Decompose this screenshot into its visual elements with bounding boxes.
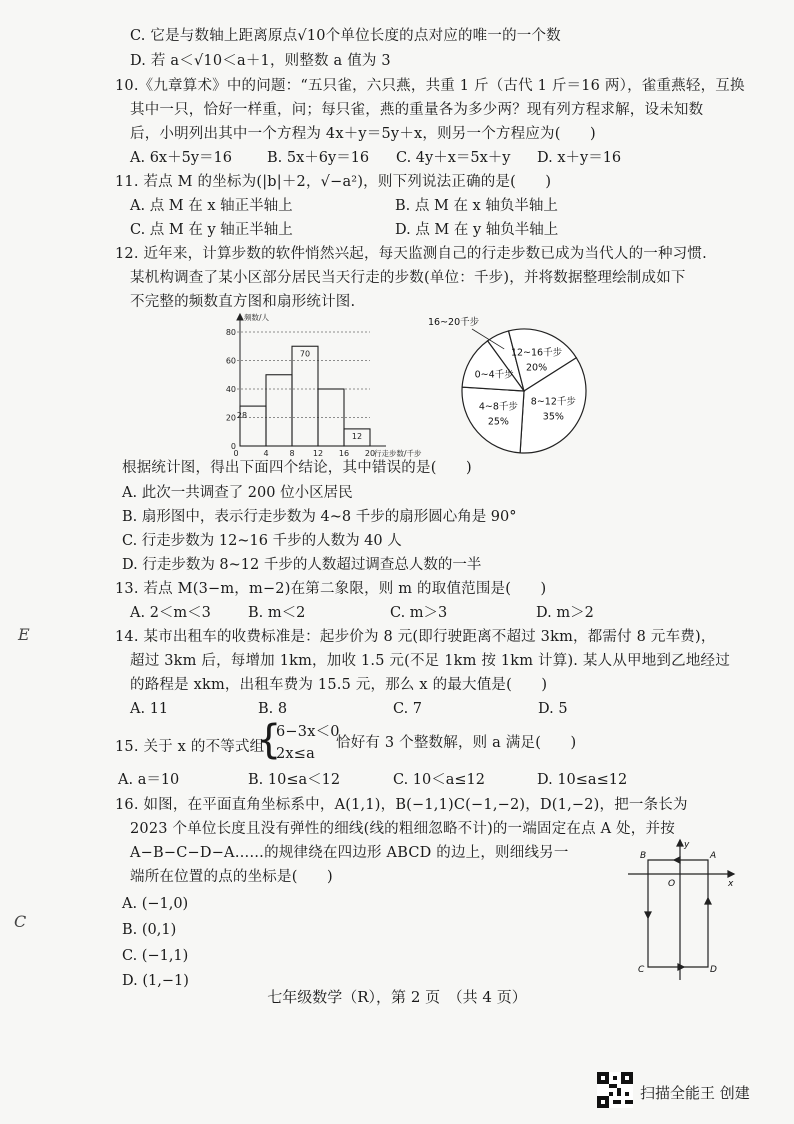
edge-mark-c: C bbox=[14, 912, 27, 931]
q9-option-d: D. 若 a＜√10＜a＋1，则整数 a 值为 3 bbox=[130, 53, 391, 69]
bar-value-label: 70 bbox=[299, 349, 311, 359]
edge-mark-e: E bbox=[18, 625, 30, 644]
x-tick-label: 12 bbox=[312, 449, 324, 458]
q15-option-c[interactable]: C. 10＜a≤12 bbox=[393, 772, 485, 788]
q10-option-d[interactable]: D. x＋y＝16 bbox=[537, 150, 622, 166]
x-tick-label: 4 bbox=[263, 449, 269, 458]
q16-option-b[interactable]: B. (0,1) bbox=[122, 922, 177, 938]
bar-value-label: 28 bbox=[236, 411, 248, 421]
arrow-bc bbox=[645, 912, 651, 918]
q12-option-d[interactable]: D. 行走步数为 8~12 千步的人数超过调查总人数的一半 bbox=[122, 557, 482, 573]
q16-option-a[interactable]: A. (−1,0) bbox=[122, 896, 189, 912]
q15-option-a[interactable]: A. a＝10 bbox=[118, 772, 180, 788]
q16-stem-3: A−B−C−D−A……的规律绕在四边形 ABCD 的边上，则细线另一 bbox=[130, 845, 569, 861]
q15-system-line2: 2x≤a bbox=[276, 746, 315, 762]
x-axis-label: 行走步数/千步 bbox=[374, 449, 422, 458]
q12-question: 根据统计图，得出下面四个结论，其中错误的是( ) bbox=[122, 460, 472, 476]
y-tick-label: 60 bbox=[225, 356, 236, 366]
q16-stem-2: 2023 个单位长度且没有弹性的细线(线的粗细忽略不计)的一端固定在点 A 处，并按 bbox=[130, 821, 675, 837]
arrow-ab bbox=[674, 857, 680, 863]
x-tick-label: 16 bbox=[338, 449, 350, 458]
q13-option-b[interactable]: B. m＜2 bbox=[248, 605, 306, 621]
x-tick-label: 0 bbox=[233, 449, 239, 458]
q14-option-b[interactable]: B. 8 bbox=[258, 701, 288, 717]
q14-stem-2: 超过 3km 后，每增加 1km，加收 1.5 元(不足 1km 按 1km 计算). 某人从甲地到乙地经过 bbox=[130, 653, 730, 669]
q10-stem-2: 其中一只，恰好一样重，问；每只雀，燕的重量各为多少两？现有列方程求解，设未知数 bbox=[130, 102, 704, 118]
q10-stem-3: 后，小明列出其中一个方程为 4x＋y＝5y＋x，则另一个方程应为( ) bbox=[130, 126, 596, 142]
q14-option-a[interactable]: A. 11 bbox=[130, 701, 169, 717]
y-axis-arrow bbox=[237, 314, 243, 320]
y-tick-label: 40 bbox=[225, 385, 236, 394]
q11-stem: 11. 若点 M 的坐标为(|b|＋2，√−a²)，则下列说法正确的是( ) bbox=[115, 174, 552, 190]
q10-option-a[interactable]: A. 6x＋5y＝16 bbox=[130, 150, 232, 166]
pie-percent-label: 25% bbox=[487, 416, 509, 428]
q13-option-c[interactable]: C. m＞3 bbox=[390, 605, 448, 621]
q12-option-b[interactable]: B. 扇形图中，表示行走步数为 4~8 千步的扇形圆心角是 90° bbox=[122, 509, 517, 525]
histogram-bar bbox=[266, 375, 292, 446]
q15-system-line1: 6−3x＜0 bbox=[276, 724, 340, 740]
q14-option-d[interactable]: D. 5 bbox=[538, 701, 568, 717]
q15-option-d[interactable]: D. 10≤a≤12 bbox=[537, 772, 628, 788]
q16-option-c[interactable]: C. (−1,1) bbox=[122, 948, 189, 964]
q15-brace: { bbox=[256, 717, 282, 763]
q13-stem: 13. 若点 M(3−m，m−2)在第二象限，则 m 的取值范围是( ) bbox=[115, 581, 547, 597]
pie-label: 4~8千步 bbox=[478, 401, 518, 413]
y-tick-label: 0 bbox=[230, 442, 236, 451]
scanner-brand: 扫描全能王 创建 bbox=[640, 1084, 750, 1102]
q11-option-b[interactable]: B. 点 M 在 x 轴负半轴上 bbox=[395, 198, 558, 214]
pie-percent-label: 35% bbox=[542, 411, 564, 423]
q14-option-c[interactable]: C. 7 bbox=[393, 701, 423, 717]
bar-value-label: 12 bbox=[351, 431, 363, 441]
pie-chart bbox=[420, 305, 620, 465]
label-a: A bbox=[710, 851, 717, 861]
arrow-cd bbox=[678, 964, 684, 970]
qr-code-icon bbox=[597, 1072, 633, 1108]
q14-stem-3: 的路程是 xkm，出租车费为 15.5 元，那么 x 的最大值是( ) bbox=[130, 677, 548, 693]
q11-option-d[interactable]: D. 点 M 在 y 轴负半轴上 bbox=[395, 222, 559, 238]
q12-stem-2: 某机构调查了某小区部分居民当天行走的步数(单位：千步)，并将数据整理绘制成如下 bbox=[130, 270, 686, 286]
q15-stem-post: 恰好有 3 个整数解，则 a 满足( ) bbox=[336, 735, 577, 751]
q12-stem-3: 不完整的频数直方图和扇形统计图. bbox=[130, 294, 356, 310]
q11-option-a[interactable]: A. 点 M 在 x 轴正半轴上 bbox=[130, 198, 293, 214]
q11-option-c[interactable]: C. 点 M 在 y 轴正半轴上 bbox=[130, 222, 293, 238]
q16-stem-4: 端所在位置的点的坐标是( ) bbox=[130, 869, 333, 885]
label-o: O bbox=[668, 879, 676, 889]
x-tick-label: 20 bbox=[364, 449, 376, 458]
y-axis-arrow bbox=[677, 840, 683, 846]
q16-option-d[interactable]: D. (1,−1) bbox=[122, 973, 189, 989]
pie-label: 12~16千步 bbox=[510, 347, 563, 359]
q13-option-a[interactable]: A. 2＜m＜3 bbox=[130, 605, 211, 621]
x-axis-arrow bbox=[728, 871, 734, 877]
q12-option-c[interactable]: C. 行走步数为 12~16 千步的人数为 40 人 bbox=[122, 533, 402, 549]
coordinate-figure bbox=[628, 838, 738, 980]
histogram-chart bbox=[212, 310, 422, 462]
q12-option-a[interactable]: A. 此次一共调查了 200 位小区居民 bbox=[122, 485, 353, 501]
q10-option-b[interactable]: B. 5x＋6y＝16 bbox=[267, 150, 370, 166]
x-tick-label: 8 bbox=[289, 449, 295, 458]
q16-stem-1: 16. 如图，在平面直角坐标系中，A(1,1)，B(−1,1)C(−1,−2)，D(1,−2)，把一条长为 bbox=[115, 797, 688, 813]
q12-stem-1: 12. 近年来，计算步数的软件悄然兴起，每天监测自己的行走步数已成为当代人的一种习惯. bbox=[115, 246, 707, 262]
q14-stem-1: 14. 某市出租车的收费标准是：起步价为 8 元(即行驶距离不超过 3km，都需付 8 元车费)， bbox=[115, 629, 716, 645]
q10-option-c[interactable]: C. 4y＋x＝5x＋y bbox=[396, 150, 511, 166]
label-y: y bbox=[684, 840, 690, 850]
q15-stem-pre: 15. 关于 x 的不等式组 bbox=[115, 739, 265, 755]
pie-label: 16~20千步 bbox=[428, 317, 480, 328]
q10-stem-1: 10.《九章算术》中的问题：“五只雀，六只燕，共重 1 斤（古代 1 斤＝16 两），雀重燕轻，互换 bbox=[115, 78, 745, 94]
q15-option-b[interactable]: B. 10≤a＜12 bbox=[248, 772, 341, 788]
label-c: C bbox=[638, 965, 645, 975]
label-x: x bbox=[728, 879, 734, 889]
q9-option-c: C. 它是与数轴上距离原点√10个单位长度的点对应的唯一的一个数 bbox=[130, 28, 561, 44]
arrow-da bbox=[705, 898, 711, 904]
pie-percent-label: 20% bbox=[525, 362, 548, 374]
histogram-bar bbox=[292, 346, 318, 446]
y-axis-label: 频数/人 bbox=[244, 313, 270, 322]
label-d: D bbox=[710, 965, 717, 975]
label-b: B bbox=[640, 851, 647, 861]
y-tick-label: 80 bbox=[225, 328, 236, 337]
pie-label: 0~4千步 bbox=[474, 369, 514, 381]
y-tick-label: 20 bbox=[225, 413, 236, 423]
quadrilateral-abcd bbox=[648, 860, 708, 967]
pie-label: 8~12千步 bbox=[530, 396, 576, 408]
q13-option-d[interactable]: D. m＞2 bbox=[536, 605, 594, 621]
page-footer: 七年级数学（R），第 2 页 （共 4 页） bbox=[267, 988, 527, 1006]
